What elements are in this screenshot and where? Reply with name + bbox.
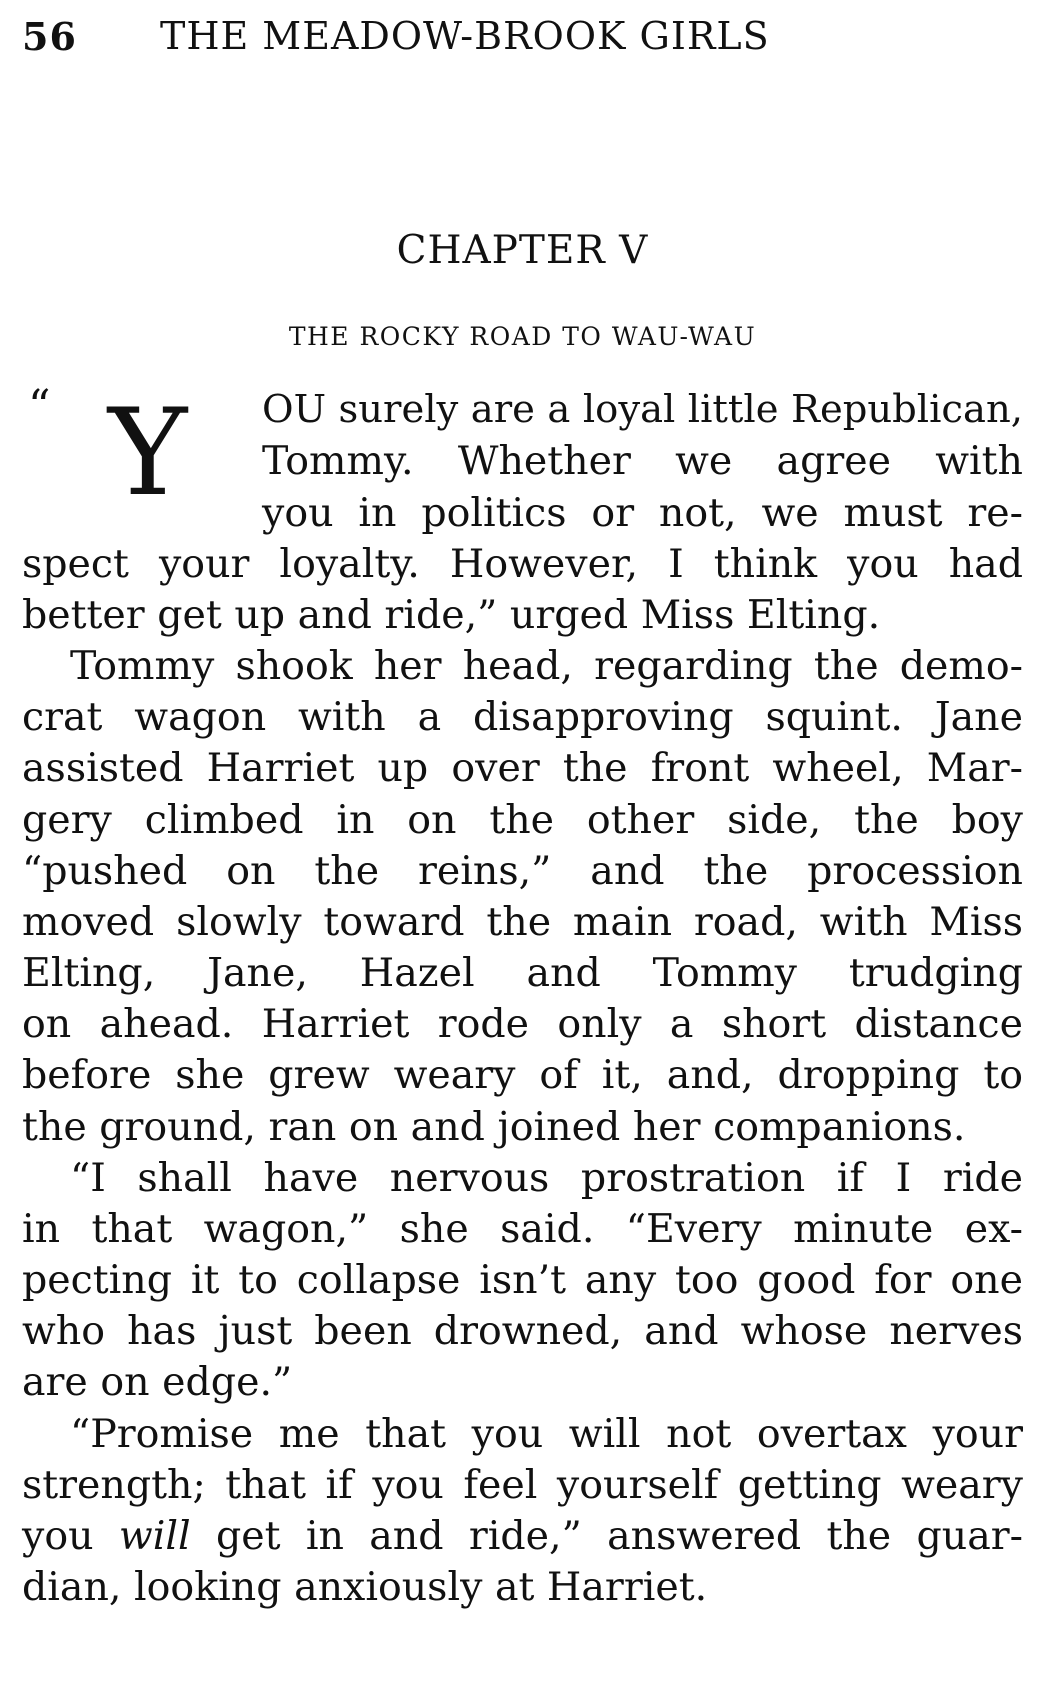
text-line: in that wagon,” she said. “Every minute ex-	[22, 1206, 1023, 1252]
text-line: “Promise me that you will not overtax your	[70, 1411, 1023, 1457]
text-line: are on edge.”	[22, 1359, 293, 1405]
text-line: better get up and ride,” urged Miss Elting.	[22, 592, 881, 638]
chapter-title: THE ROCKY ROAD TO WAU-WAU	[288, 322, 757, 351]
text-line	[22, 1511, 1023, 1561]
text-line: Tommy. Whether we agree with	[262, 438, 1023, 484]
drop-cap-letter: Y	[108, 384, 188, 523]
text-line: gery climbed in on the other side, the boy	[22, 797, 1023, 843]
text-line: “I shall have nervous prostration if I ride	[70, 1155, 1023, 1201]
drop-cap-quote: “	[28, 381, 51, 432]
text-line: OU surely are a loyal little Republican,	[262, 387, 1023, 432]
book-title: THE MEADOW-BROOK GIRLS	[160, 14, 770, 58]
text-line: pecting it to collapse isn’t any too good for one	[22, 1257, 1023, 1303]
text-line: Elting, Jane, Hazel and Tommy trudging	[22, 950, 1023, 996]
text-line: on ahead. Harriet rode only a short distance	[22, 1001, 1023, 1047]
text-line: Tommy shook her head, regarding the demo-	[70, 643, 1023, 689]
text-line: who has just been drowned, and whose nerves	[22, 1308, 1023, 1354]
running-head	[22, 14, 1022, 74]
text-line: crat wagon with a disapproving squint. Jane	[22, 694, 1023, 740]
text-line: assisted Harriet up over the front wheel, Mar-	[22, 745, 1023, 791]
italic-word: will	[118, 1513, 191, 1559]
text-line: you in politics or not, we must re-	[262, 490, 1023, 536]
text-line: strength; that if you feel yourself getting weary	[22, 1462, 1023, 1508]
text-segment: you	[22, 1513, 119, 1559]
text-line: dian, looking anxiously at Harriet.	[22, 1564, 708, 1610]
text-segment: get in and ride,” answered the guar-	[190, 1513, 1024, 1559]
text-line: the ground, ran on and joined her companions.	[22, 1104, 966, 1150]
text-line: spect your loyalty. However, I think you had	[22, 541, 1023, 587]
text-line: “pushed on the reins,” and the procession	[22, 848, 1023, 894]
text-line: moved slowly toward the main road, with Miss	[22, 899, 1023, 945]
page-number: 56	[22, 14, 77, 59]
chapter-heading: CHAPTER V	[396, 228, 649, 273]
text-line: before she grew weary of it, and, dropping to	[22, 1052, 1023, 1098]
